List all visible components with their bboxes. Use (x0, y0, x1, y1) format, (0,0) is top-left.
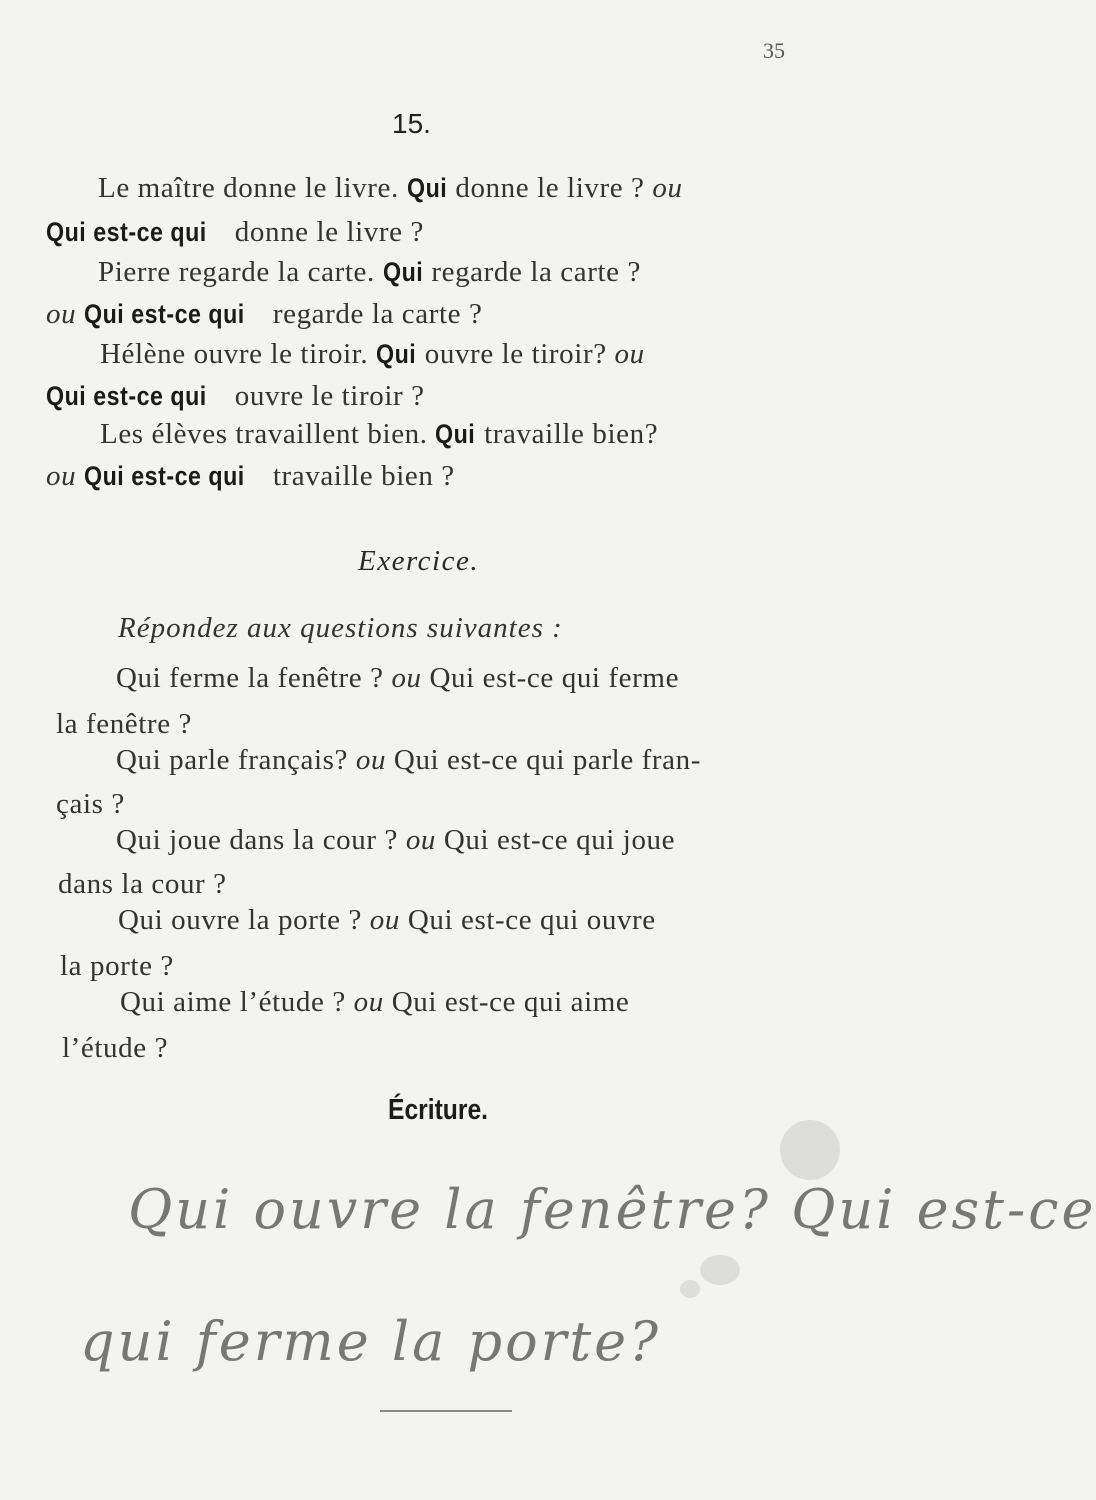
text: travaille bien? (476, 418, 659, 450)
text: Le maître donne le livre. (98, 172, 407, 204)
text: Pierre regarde la carte. (98, 256, 383, 288)
italic-text: ou (353, 986, 384, 1018)
italic-text: ou (391, 662, 422, 694)
exercise-line (116, 662, 679, 695)
exercise-line (120, 986, 629, 1019)
italic-text: ou (46, 298, 77, 330)
exercise-line (116, 744, 701, 777)
text: dans la cour ? (58, 868, 227, 900)
text: Qui ferme la fenêtre ? (116, 662, 392, 694)
text: Qui joue dans la cour ? (116, 824, 406, 856)
exercise-line (58, 868, 227, 901)
writing-heading: Écriture. (388, 1094, 489, 1126)
lesson-number: 15. (392, 108, 431, 139)
italic-text: ou (614, 338, 645, 370)
text: la fenêtre ? (56, 708, 192, 740)
text: Qui est-ce qui ferme (421, 662, 680, 694)
exercise-line (62, 1032, 168, 1065)
exercise-line (118, 904, 656, 937)
text: Qui est-ce qui parle fran- (386, 744, 701, 776)
reading-line (46, 216, 424, 249)
bold-text: Qui est-ce qui (46, 217, 207, 247)
reading-line (98, 256, 641, 289)
text: regarde la carte ? (423, 256, 641, 288)
bold-text: Qui est-ce qui (46, 381, 207, 411)
bold-text: Qui (376, 339, 417, 369)
text: Qui est-ce qui joue (436, 824, 676, 856)
bold-text: Qui (406, 173, 447, 203)
text: Les élèves travaillent bien. (100, 418, 436, 450)
exercise-line (56, 788, 125, 821)
text: donne le livre ? (226, 216, 424, 248)
page-number: 35 (763, 38, 785, 63)
cursive-line: qui ferme la porte? (80, 1310, 661, 1373)
section-divider (380, 1410, 512, 1412)
stain (780, 1120, 840, 1180)
exercise-instruction: Répondez aux questions suivantes : (118, 612, 563, 644)
italic-text: ou (405, 824, 437, 856)
exercise-line (60, 950, 174, 983)
bold-text: Qui est-ce qui (84, 299, 245, 329)
text: Qui est-ce qui ouvre (399, 904, 656, 936)
exercise-heading: Exercice. (358, 545, 480, 577)
text: Qui parle français? (116, 744, 356, 776)
reading-line (46, 298, 482, 331)
text: Qui est-ce qui aime (383, 986, 630, 1018)
text: ouvre le tiroir? (416, 338, 615, 370)
text: travaille bien ? (265, 460, 455, 492)
italic-text: ou (369, 904, 400, 936)
cursive-line: Qui ouvre la fenêtre? Qui est-ce (128, 1178, 1096, 1241)
text: ouvre le tiroir ? (226, 380, 425, 412)
reading-line (46, 460, 455, 493)
reading-line (98, 172, 683, 205)
reading-line (100, 418, 658, 451)
text: donne le livre ? (447, 172, 653, 204)
bold-text: Qui (382, 257, 423, 287)
stain (680, 1280, 700, 1298)
reading-line (100, 338, 645, 371)
text: l’étude ? (62, 1032, 169, 1064)
text: Qui aime l’étude ? (120, 986, 354, 1018)
text: regarde la carte ? (265, 298, 483, 330)
bold-text: Qui est-ce qui (84, 461, 245, 491)
text: Qui ouvre la porte ? (118, 904, 370, 936)
italic-text: ou (652, 172, 683, 204)
exercise-line (56, 708, 192, 741)
italic-text: ou (46, 460, 77, 492)
stain (700, 1255, 740, 1285)
reading-line (46, 380, 425, 413)
italic-text: ou (355, 744, 387, 776)
bold-text: Qui (435, 419, 476, 449)
text: la porte ? (60, 950, 174, 982)
exercise-line (116, 824, 675, 857)
text: Hélène ouvre le tiroir. (100, 338, 377, 370)
text: çais ? (56, 788, 125, 820)
